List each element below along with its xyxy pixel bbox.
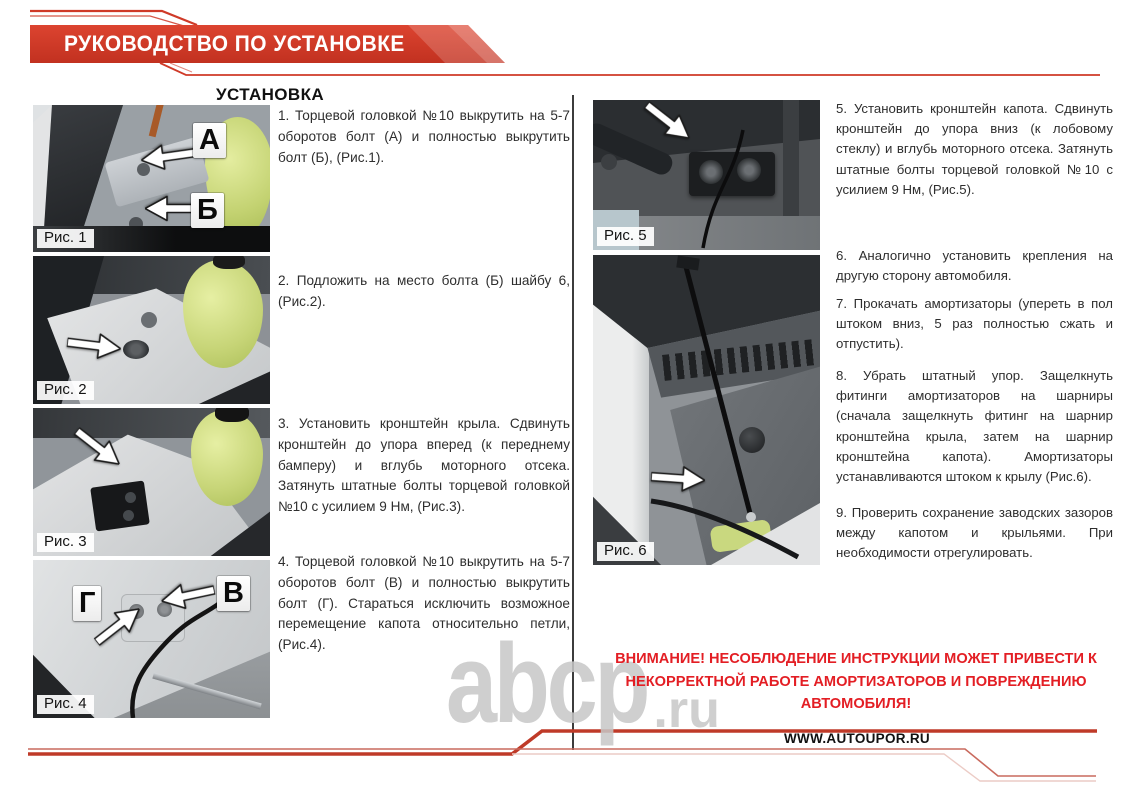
figure-1-photo bbox=[33, 105, 270, 252]
arrow-icon bbox=[650, 463, 706, 494]
step-9: 9. Проверить сохранение заводских зазоров между капотом и крыльями. При необходимости отрегулировать. bbox=[836, 505, 1113, 561]
page-title: РУКОВОДСТВО ПО УСТАНОВКЕ bbox=[64, 31, 405, 56]
photo-label-a: А bbox=[193, 123, 226, 158]
photo-label-b: Б bbox=[191, 193, 224, 228]
strut-graphic bbox=[593, 255, 820, 565]
step-6: 6. Аналогично установить крепления на другую сторону автомобиля. bbox=[836, 248, 1113, 284]
figure-caption: Рис. 6 bbox=[597, 542, 654, 561]
step-4: 4. Торцевой головкой №10 выкрутить на 5-7 оборотов болт (В) и полностью выкрутить болт (Г). Стараться исключить возможное перемещение капота относительно петли, (Рис.4). bbox=[278, 554, 570, 653]
step-8: 8. Убрать штатный упор. Защелкнуть фитинги амортизаторов на шарниры (сначала защелкнуть фитинг на шарнир кронштейна крыла, затем на шарнир кронштейна капота). Амортизаторы устанавливаются штоком к крылу (Рис.6). bbox=[836, 368, 1113, 484]
figure-caption: Рис. 1 bbox=[37, 229, 94, 248]
figure-caption: Рис. 2 bbox=[37, 381, 94, 400]
step-5: 5. Установить кронштейн капота. Сдвинуть кронштейн до упора вниз (к лобовому стеклу) и вглубь моторного отсека. Затянуть штатные болты торцевой головкой №10 с усилием 9 Нм, (Рис.5). bbox=[836, 101, 1113, 197]
watermark-main: abcp bbox=[446, 621, 648, 746]
warning-text: ВНИМАНИЕ! НЕСОБЛЮДЕНИЕ ИНСТРУКЦИИ МОЖЕТ ПРИВЕСТИ К НЕКОРРЕКТНОЙ РАБОТЕ АМОРТИЗАТОРОВ И ПОВРЕЖДЕНИЮ АВТОМОБИЛЯ! bbox=[615, 651, 1097, 713]
figure-caption: Рис. 3 bbox=[37, 533, 94, 552]
figure-2-photo bbox=[33, 256, 270, 404]
watermark-suffix: .ru bbox=[653, 681, 720, 739]
bracket-bolt bbox=[123, 510, 134, 521]
step-2: 2. Подложить на место болта (Б) шайбу 6, (Рис.2). bbox=[278, 273, 570, 309]
reservoir-cap bbox=[213, 256, 245, 269]
step-3: 3. Установить кронштейн крыла. Сдвинуть кронштейн до упора вперед (к переднему бамперу) и вглубь моторного отсека. Затянуть штатные болты торцевой головкой №10 с усилием 9 Нм, (Рис.3). bbox=[278, 416, 570, 515]
footer-website: WWW.AUTOUPOR.RU bbox=[784, 731, 930, 746]
figure-4-photo bbox=[33, 560, 270, 718]
stock-bolt bbox=[141, 312, 157, 328]
reservoir-cap bbox=[215, 408, 249, 422]
figure-caption: Рис. 4 bbox=[37, 695, 94, 714]
bracket-bolt bbox=[125, 492, 136, 503]
figure-3-photo bbox=[33, 408, 270, 556]
figure-caption: Рис. 5 bbox=[597, 227, 654, 246]
step-1: 1. Торцевой головкой №10 выкрутить на 5-7 оборотов болт (А) и полностью выкрутить болт (Б), (Рис.1). bbox=[278, 108, 570, 165]
photo-label-v: В bbox=[217, 576, 250, 611]
washer bbox=[123, 340, 149, 359]
section-title: УСТАНОВКА bbox=[216, 85, 325, 104]
figure-6-photo bbox=[593, 255, 820, 565]
step-7: 7. Прокачать амортизаторы (упереть в пол штоком вниз, 5 раз полностью сжать и отпустить). bbox=[836, 296, 1113, 352]
photo-label-g: Г bbox=[73, 586, 101, 621]
fender-bracket bbox=[90, 480, 150, 531]
figure-5-photo bbox=[593, 100, 820, 250]
